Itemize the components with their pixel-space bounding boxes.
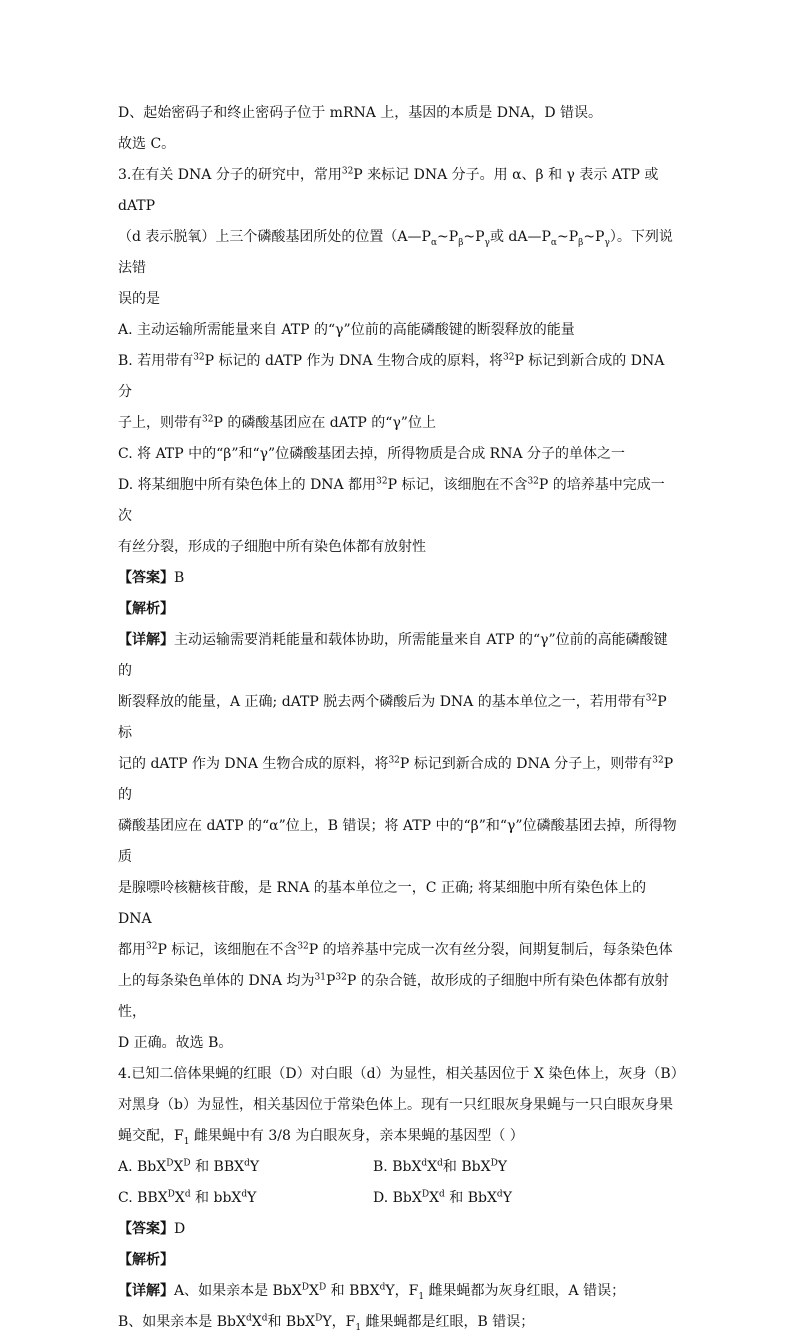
question-4-options-row	[118, 1152, 678, 1183]
question-3-detail: D 正确。故选 B。	[118, 1035, 233, 1051]
text-line: 故选 C。	[118, 136, 176, 152]
question-4-option-a: A. $BbX^DX^D$ 和 BBX$^d$Y	[118, 1158, 260, 1175]
question-3-option-b: B. 若用带有$^{32}$P 标记的 dATP 作为 DNA 生物合成的原料，将$^{32}$P 标记到新合成的 DNA 分	[118, 352, 665, 400]
question-3-detail: 是腺嘌呤核糖核苷酸，是 RNA 的基本单位之一，C 正确; 将某细胞中所有染色体上的 DNA	[118, 880, 647, 927]
question-4-option-b: B. $BbX^dX^d$和 BbX$^D$Y	[373, 1158, 508, 1175]
question-4-answer: 【答案】D	[118, 1221, 186, 1237]
question-3-detail: 磷酸基团应在 dATP 的“α”位上，B 错误；将 ATP 中的“β”和“γ”位磷酸基团去掉，所得物质	[118, 818, 677, 865]
question-3-stem: 误的是	[118, 291, 160, 307]
question-3-analysis-label: 【解析】	[118, 601, 174, 617]
question-3-detail: 记的 dATP 作为 DNA 生物合成的原料，将$^{32}$P 标记到新合成的 DNA 分子上，则带有$^{32}$P 的	[118, 755, 674, 803]
question-3-option-b: 子上，则带有$^{32}$P 的磷酸基团应在 dATP 的“γ”位上	[118, 414, 436, 431]
question-4-option-c: C. $BBX^DX^d$ 和 bbX$^d$Y	[118, 1189, 257, 1206]
question-3-option-d: 有丝分裂，形成的子细胞中所有染色体都有放射性	[118, 539, 426, 555]
question-3-option-c: C. 将 ATP 中的“β”和“γ”位磷酸基团去掉，所得物质是合成 RNA 分子的单体之一	[118, 446, 626, 462]
question-4-option-d: D. $BbX^DX^d$ 和 BbX$^d$Y	[373, 1189, 512, 1206]
question-3-detail: 上的每条染色单体的 DNA 均为$^{31}P^{32}P$ 的杂合链，故形成的子细胞中所有染色体都有放射性，	[118, 972, 669, 1020]
question-3-answer: 【答案】B	[118, 570, 185, 586]
question-4-analysis-label: 【解析】	[118, 1252, 174, 1268]
question-3-stem: （d 表示脱氧）上三个磷酸基团所处的位置（$A—P_\alpha\sim P_\beta\sim P_\gamma$或 $dA—P_\alpha\sim P_\beta\sim P_\gamma$）。下列说法错	[118, 229, 673, 276]
question-4-stem: 蝇交配，$F_1$ 雌果蝇中有 3/8 为白眼灰身，亲本果蝇的基因型（ ）	[118, 1128, 524, 1147]
question-4-stem: 对黑身（b）为显性，相关基因位于常染色体上。现有一只红眼灰身果蝇与一只白眼灰身果	[118, 1097, 673, 1113]
question-3-detail: 断裂释放的能量，A 正确; dATP 脱去两个磷酸后为 DNA 的基本单位之一，若用带有$^{32}$P 标	[118, 693, 667, 741]
question-3-option-d: D. 将某细胞中所有染色体上的 DNA 都用$^{32}$P 标记，该细胞在不含$^{32}$P 的培养基中完成一次	[118, 476, 665, 524]
question-3-option-a: A. 主动运输所需能量来自 ATP 的“γ”位前的高能磷酸键的断裂释放的能量	[118, 322, 575, 338]
question-3-stem: 3.在有关 DNA 分子的研究中，常用$^{32}$P 来标记 DNA 分子。用 α、β 和 γ 表示 ATP 或 dATP	[118, 166, 659, 214]
question-4-detail: B、如果亲本是 $BbX^dX^d$和 BbX$^D$Y，$F_1$ 雌果蝇都是红眼，B 错误；	[118, 1313, 535, 1333]
document-body	[118, 98, 685, 1338]
question-4-detail: 【详解】A、如果亲本是 $BbX^DX^D$ 和 BBX$^d$Y，$F_1$ 雌果蝇都为灰身红眼，A 错误；	[118, 1282, 626, 1302]
text-line: D、起始密码子和终止密码子位于 mRNA 上，基因的本质是 DNA，D 错误。	[118, 105, 603, 121]
question-3-detail: 都用$^{32}$P 标记，该细胞在不含$^{32}$P 的培养基中完成一次有丝分裂，间期复制后，每条染色体	[118, 941, 673, 958]
question-3-detail: 【详解】主动运输需要消耗能量和载体协助，所需能量来自 ATP 的“γ”位前的高能磷酸键的	[118, 632, 668, 679]
question-4-options-row	[118, 1183, 678, 1214]
question-4-stem: 4.已知二倍体果蝇的红眼（D）对白眼（d）为显性，相关基因位于 X 染色体上，灰身（B）	[118, 1066, 685, 1082]
